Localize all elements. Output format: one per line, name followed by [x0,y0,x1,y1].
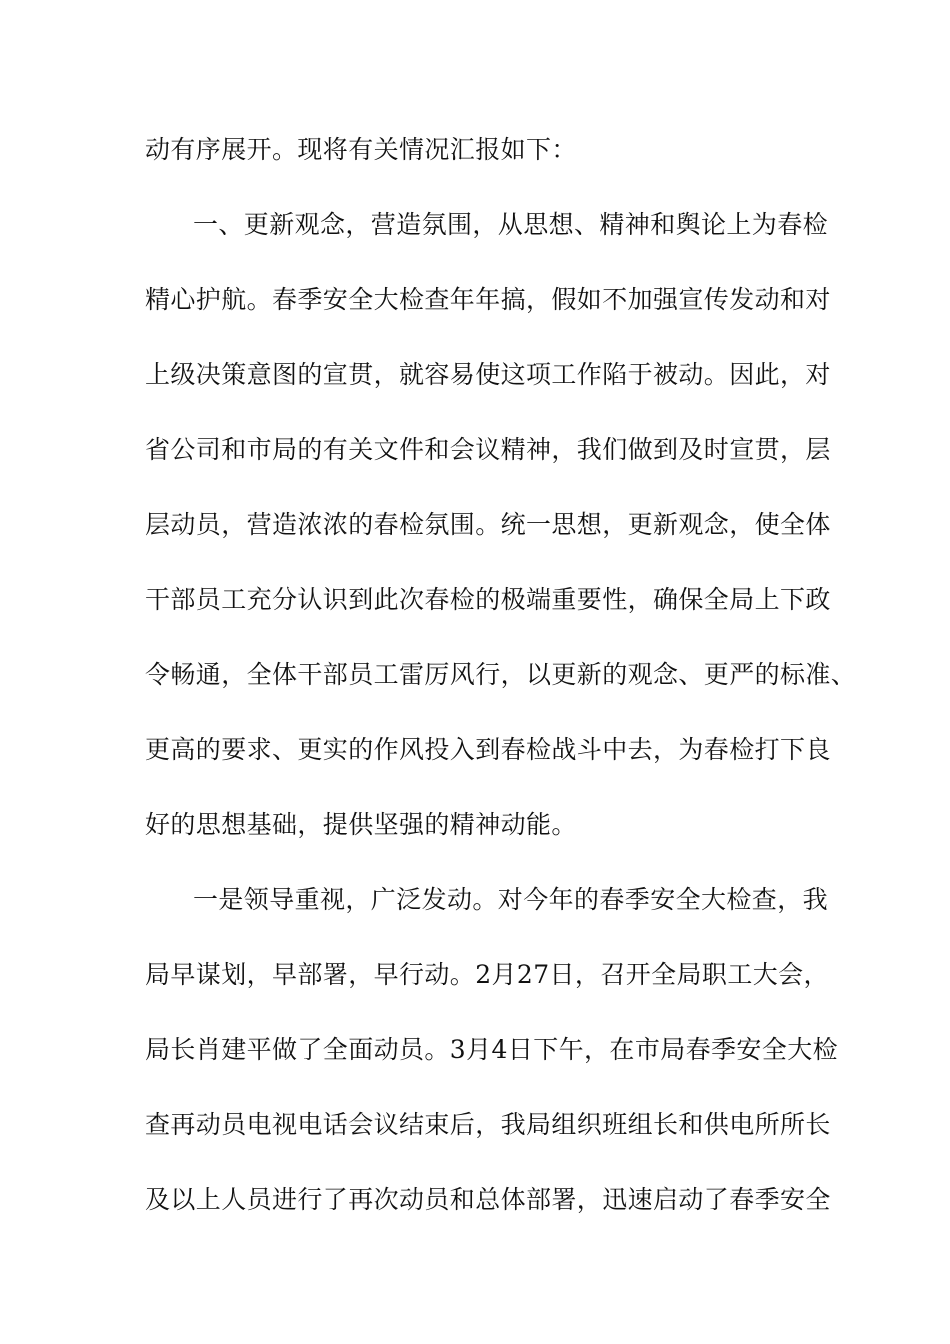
body-text-line: 局长肖建平做了全面动员。3月4日下午，在市局春季安全大检 [145,1035,839,1064]
body-text-line: 干部员工充分认识到此次春检的极端重要性，确保全局上下政 [145,585,831,614]
section-heading-line: 一、更新观念，营造氛围，从思想、精神和舆论上为春检 [193,210,829,239]
body-text-line: 更高的要求、更实的作风投入到春检战斗中去，为春检打下良 [145,735,831,764]
paragraph-start-line: 一是领导重视，广泛发动。对今年的春季安全大检查，我 [193,885,829,914]
body-text-line: 好的思想基础，提供坚强的精神动能。 [145,810,577,839]
body-text-line: 层动员，营造浓浓的春检氛围。统一思想，更新观念，使全体 [145,510,831,539]
body-text-line: 省公司和市局的有关文件和会议精神，我们做到及时宣贯，层 [145,435,831,464]
body-text-line: 及以上人员进行了再次动员和总体部署，迅速启动了春季安全 [145,1185,831,1214]
body-text-line: 上级决策意图的宣贯，就容易使这项工作陷于被动。因此，对 [145,360,831,389]
body-text-line: 精心护航。春季安全大检查年年搞，假如不加强宣传发动和对 [145,285,831,314]
body-text-line: 动有序展开。现将有关情况汇报如下： [145,135,577,164]
body-text-line: 查再动员电视电话会议结束后，我局组织班组长和供电所所长 [145,1110,831,1139]
body-text-line: 局早谋划，早部署，早行动。2月27日，召开全局职工大会， [145,960,829,989]
body-text-line: 令畅通，全体干部员工雷厉风行，以更新的观念、更严的标准、 [145,660,857,689]
